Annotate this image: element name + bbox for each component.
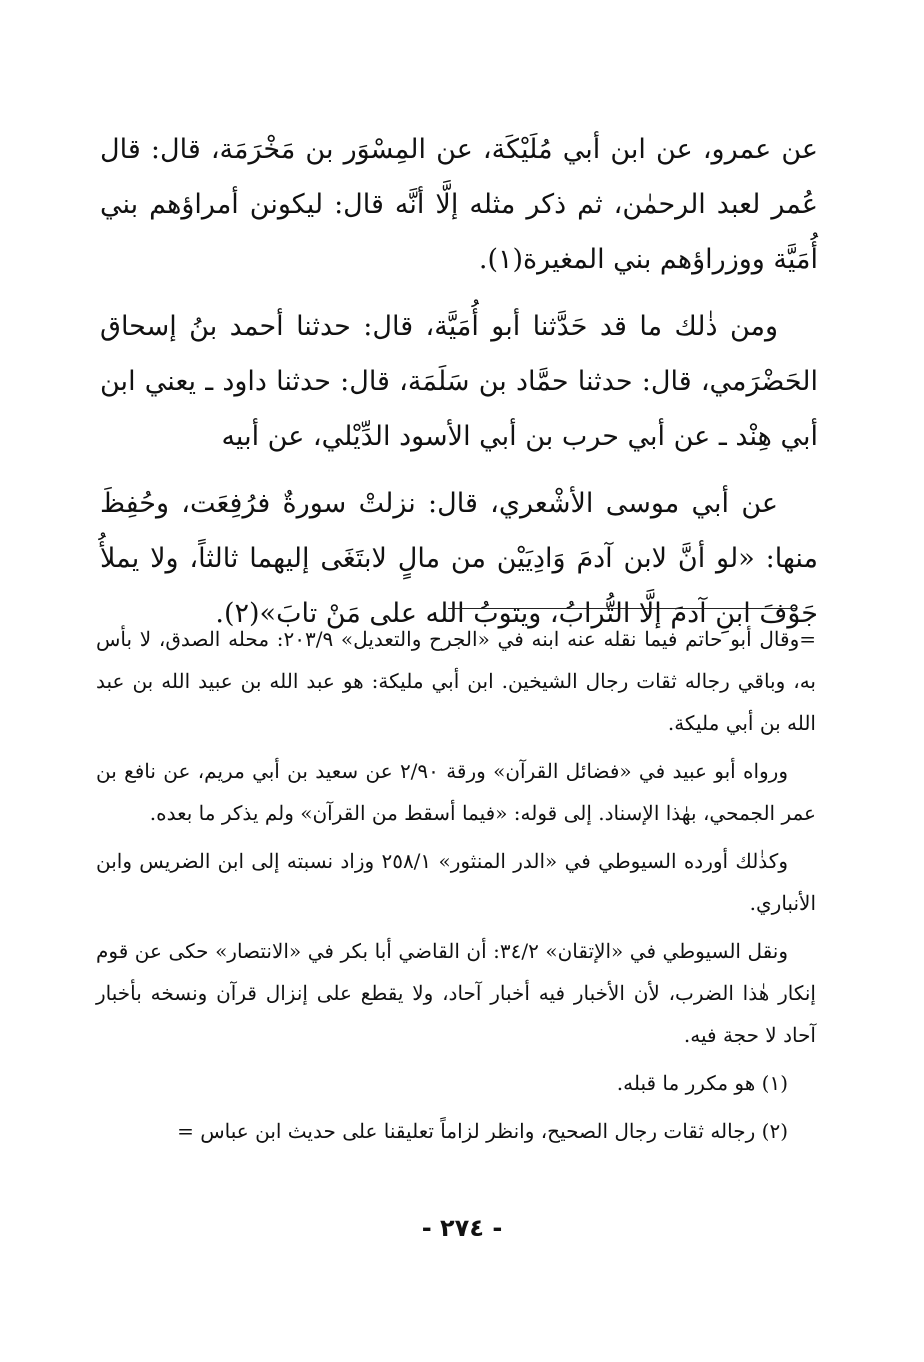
footnote-separator	[448, 608, 796, 609]
footnote-paragraph-3: وكذٰلك أورده السيوطي في «الدر المنثور» ٢٥٨/١ وزاد نسبته إلى ابن الضريس وابن الأنباري.	[96, 849, 816, 915]
main-text	[100, 122, 818, 653]
footnote-paragraph-1: =وقال أبو حاتم فيما نقله عنه ابنه في «الجرح والتعديل» ٢٠٣/٩: محله الصدق، لا بأس به، وباقي رجاله ثقات رجال الشيخين. ابن أبي مليكة: هو عبد الله بن عبيد الله بن عبد الله بن أبي مليكة.	[96, 627, 816, 735]
footnote-paragraph-2: ورواه أبو عبيد في «فضائل القرآن» ورقة ٢/٩٠ عن سعيد بن أبي مريم، عن نافع بن عمر الجمحي، بهٰذا الإسناد. إلى قوله: «فيما أسقط من القرآن» ولم يذكر ما بعده.	[96, 759, 816, 825]
main-paragraph-1: عن عمرو، عن ابن أبي مُلَيْكَة، عن المِسْوَر بن مَخْرَمَة، قال: قال عُمر لعبد الرحمٰن، ثم ذكر مثله إلَّا أنَّه قال: ليكونن أمراؤهم بني أُمَيَّة ووزراؤهم بني المغيرة(١).	[100, 134, 818, 275]
page-number: - ٢٧٤ -	[421, 1214, 503, 1242]
main-paragraph-2: ومن ذٰلك ما قد حَدَّثنا أبو أُمَيَّة، قال: حدثنا أحمد بنُ إسحاق الحَضْرَمي، قال: حدثنا حمَّاد بن سَلَمَة، قال: حدثنا داود ـ يعني ابن أبي هِنْد ـ عن أبي حرب بن أبي الأسود الدِّيْلي، عن أبيه	[100, 311, 818, 452]
footnote-2: (٢) رجاله ثقات رجال الصحيح، وانظر لزاماً تعليقنا على حديث ابن عباس =	[177, 1119, 788, 1143]
footnotes	[96, 618, 816, 1158]
footnote-paragraph-4: ونقل السيوطي في «الإتقان» ٣٤/٢: أن القاضي أبا بكر في «الانتصار» حكى عن قوم إنكار هٰذا الضرب، لأن الأخبار فيه أخبار آحاد، ولا يقطع على إنزال قرآن ونسخه بأخبار آحاد لا حجة فيه.	[96, 939, 816, 1047]
main-paragraph-3: عن أبي موسى الأشْعري، قال: نزلتْ سورةٌ فرُفِعَت، وحُفِظَ منها: «لو أنَّ لابن آدمَ وَادِيَيْن من مالٍ لابتَغَى إليهما ثالثاً، ولا يملأُ جَوْفَ ابنِ آدمَ إلَّا التُّرابُ، ويتوبُ الله على مَنْ تابَ»(٢).	[100, 488, 818, 629]
footnote-1: (١) هو مكرر ما قبله.	[616, 1071, 788, 1095]
